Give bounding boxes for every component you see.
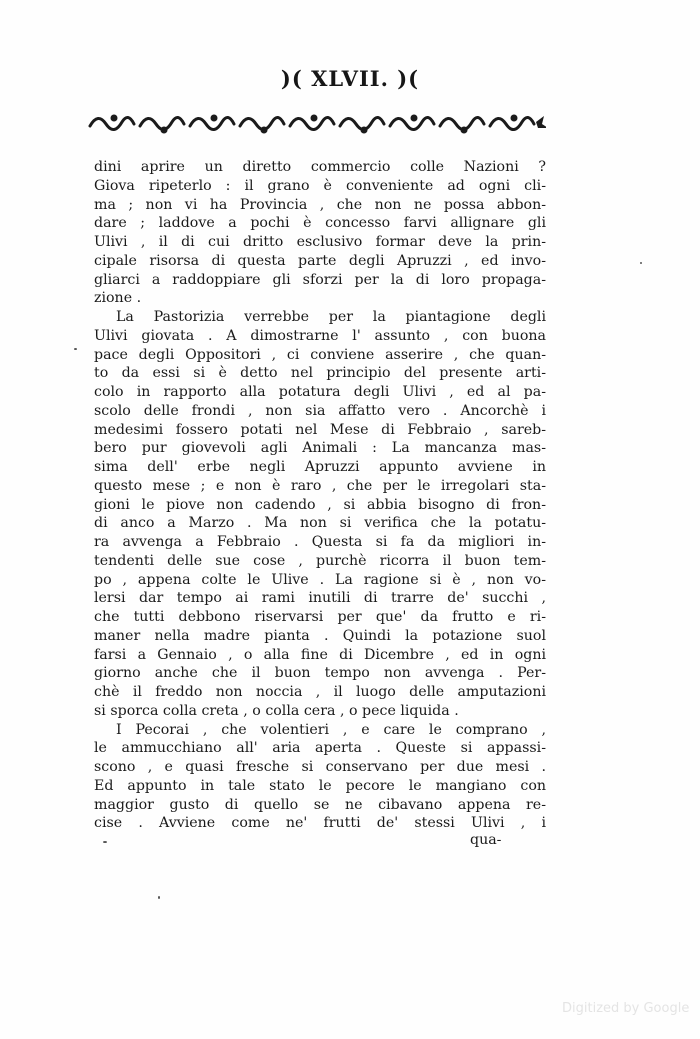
text-line: gliarci a raddoppiare gli sforzi per la di loro propaga- — [94, 271, 546, 288]
text-line: bero pur giovevoli agli Animali : La mancanza mas- — [94, 440, 546, 457]
text-line: La Pastorizia verrebbe per la piantagione degli — [116, 309, 546, 325]
text-line: dini aprire un diretto commercio colle Nazioni ? — [94, 159, 546, 175]
text-line: di anco a Marzo . Ma non si verifica che la potatu- — [94, 515, 546, 532]
text-line: to da essi si è detto nel principio del presente arti- — [94, 365, 546, 382]
text-line: questo mese ; e non è raro , che per le irregolari sta- — [94, 477, 546, 494]
ink-speck — [640, 262, 642, 264]
text-line: scolo delle frondi , non sia affatto vero . Ancorchè i — [94, 402, 546, 419]
ink-speck — [74, 348, 77, 350]
digitization-watermark: Digitized by Google — [562, 1001, 690, 1016]
text-line: scono , e quasi fresche si conservano per due mesi . — [94, 759, 546, 775]
text-line: Ulivi giovata . A dimostrarne l' assunto , con buona — [94, 327, 546, 344]
text-line: medesimi fossero potati nel Mese di Febbraio , sareb- — [94, 421, 546, 438]
text-line: Ulivi , il di cui dritto esclusivo formar deve la prin- — [94, 234, 546, 250]
ornament-band-icon — [86, 108, 546, 138]
text-line: gioni le piove non cadendo , si abbia bisogno di fron- — [94, 496, 546, 513]
text-line: lersi dar tempo ai rami inutili di trarre de' succhi , — [94, 590, 546, 607]
text-line: Giova ripeterlo : il grano è conveniente ad ogni cli- — [94, 177, 546, 194]
text-line: farsi a Gennaio , o alla fine di Dicembre , ed in ogni — [94, 646, 546, 663]
text-line: che tutti debbono riservarsi per que' da frutto e ri- — [94, 609, 546, 625]
text-line: le ammucchiano all' aria aperta . Queste si appassi- — [94, 740, 546, 757]
text-line: Ed appunto in tale stato le pecore le mangiano con — [94, 777, 546, 794]
text-line: po , appena colte le Ulive . La ragione si è , non vo- — [94, 571, 546, 588]
catchword: qua- — [470, 832, 502, 848]
text-line: chè il freddo non noccia , il luogo delle amputazioni — [94, 684, 546, 700]
text-line: ra avvenga a Febbraio . Questa si fa da migliori in- — [94, 534, 546, 550]
ink-speck — [158, 896, 160, 899]
text-line: cise . Avviene come ne' frutti de' stessi Ulivi , i — [94, 815, 546, 832]
text-line: pace degli Oppositori , ci conviene asserire , che quan- — [94, 346, 546, 363]
ink-speck — [103, 841, 107, 843]
text-line: si sporca colla creta , o colla cera , o pece liquida . — [94, 702, 459, 719]
text-line: dare ; laddove a pochi è concesso farvi allignare gli — [94, 215, 546, 232]
body-text — [94, 158, 546, 833]
text-line: I Pecorai , che volentieri , e care le comprano , — [116, 721, 546, 738]
text-line: maner nella madre pianta . Quindi la potazione suol — [94, 627, 546, 644]
text-line: ma ; non vi ha Provincia , che non ne possa abbon- — [94, 196, 546, 213]
text-line: giorno anche che il buon tempo non avvenga . Per- — [94, 665, 546, 682]
text-line: sima dell' erbe negli Apruzzi appunto avviene in — [94, 459, 546, 475]
text-line: tendenti delle sue cose , purchè ricorra il buon tem- — [94, 552, 546, 569]
text-line: zione . — [94, 290, 142, 307]
text-line: maggior gusto di quello se ne cibavano appena re- — [94, 796, 546, 813]
text-line: colo in rapporto alla potatura degli Ulivi , ed al pa- — [94, 384, 546, 400]
page-number: )( XLVII. )( — [280, 66, 420, 91]
text-line: cipale risorsa di questa parte degli Apruzzi , ed invo- — [94, 252, 546, 269]
